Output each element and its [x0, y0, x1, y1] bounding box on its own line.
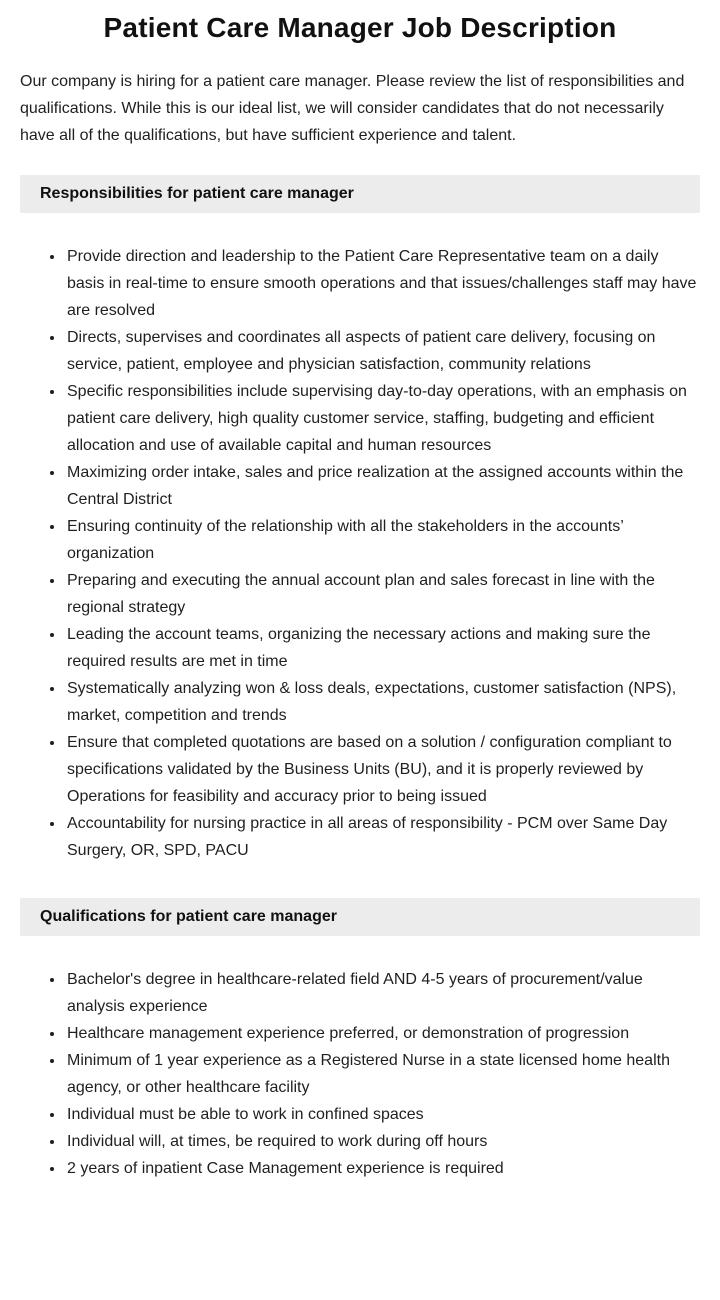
list-item: • Healthcare management experience preferred, or demonstration of progression: [65, 1020, 700, 1047]
page-title: Patient Care Manager Job Description: [103, 12, 617, 43]
list-item: • Ensure that completed quotations are based on a solution / configuration compliant to specifications validated by the Business Units (BU), and it is properly reviewed by Operations for feasibility and accuracy prior to being issued: [65, 729, 700, 810]
list-item: • Systematically analyzing won & loss deals, expectations, customer satisfaction (NPS), market, competition and trends: [65, 675, 700, 729]
qualifications-section-header: Qualifications for patient care manager: [20, 898, 700, 936]
list-item: • Bachelor's degree in healthcare-related field AND 4-5 years of procurement/value analysis experience: [65, 966, 700, 1020]
list-item: • Provide direction and leadership to the Patient Care Representative team on a daily basis in real-time to ensure smooth operations and that issues/challenges staff may have are resolved: [65, 243, 700, 324]
list-item: • Minimum of 1 year experience as a Registered Nurse in a state licensed home health agency, or other healthcare facility: [65, 1047, 700, 1101]
list-item: • Maximizing order intake, sales and price realization at the assigned accounts within the Central District: [65, 459, 700, 513]
intro-paragraph: Our company is hiring for a patient care manager. Please review the list of responsibilities and qualifications. While this is our ideal list, we will consider candidates that do not necessarily have all of the qualifications, but have sufficient experience and talent.: [20, 73, 685, 144]
list-item: • Specific responsibilities include supervising day-to-day operations, with an emphasis on patient care delivery, high quality customer service, staffing, budgeting and efficient allocation and use of available capital and human resources: [65, 378, 700, 459]
list-item: • Directs, supervises and coordinates all aspects of patient care delivery, focusing on service, patient, employee and physician satisfaction, community relations: [65, 324, 700, 378]
list-item: • Ensuring continuity of the relationship with all the stakeholders in the accounts’ organization: [65, 513, 700, 567]
list-item: • Leading the account teams, organizing the necessary actions and making sure the required results are met in time: [65, 621, 700, 675]
list-item: • Preparing and executing the annual account plan and sales forecast in line with the regional strategy: [65, 567, 700, 621]
list-item: • 2 years of inpatient Case Management experience is required: [65, 1155, 700, 1182]
list-item: • Individual must be able to work in confined spaces: [65, 1101, 700, 1128]
section-responsibilities: [20, 175, 700, 864]
list-item: • Individual will, at times, be required to work during off hours: [65, 1128, 700, 1155]
qualifications-list: [20, 966, 700, 1182]
responsibilities-section-header: Responsibilities for patient care manager: [20, 175, 700, 213]
section-qualifications: [20, 898, 700, 1182]
responsibilities-list: [20, 243, 700, 864]
list-item: • Accountability for nursing practice in all areas of responsibility - PCM over Same Day Surgery, OR, SPD, PACU: [65, 810, 700, 864]
